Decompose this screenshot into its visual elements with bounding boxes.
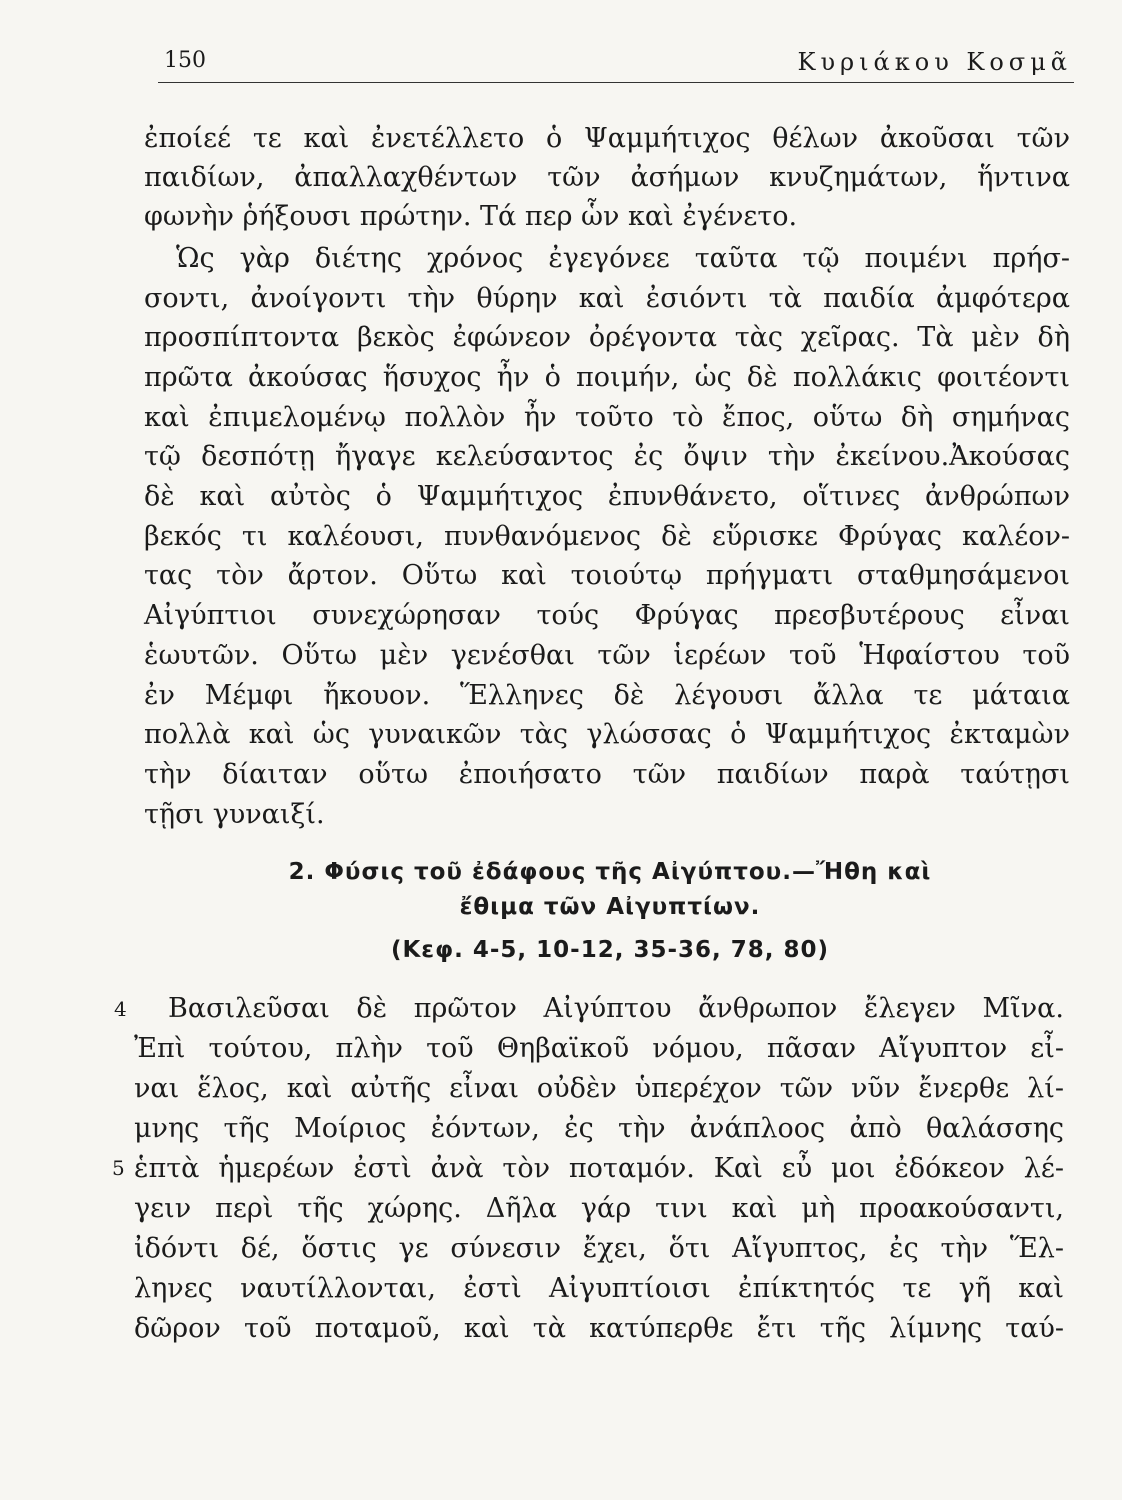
text-line: καὶ ἐπιμελομένῳ πολλὸν ἦν τοῦτο τὸ ἔπος, οὕτω δὴ σημήνας (144, 402, 1070, 433)
text-line: πολλὰ καὶ ὡς γυναικῶν τὰς γλώσσας ὁ Ψαμμήτιχος ἐκταμὼν (144, 719, 1070, 750)
text-line: τὴν δίαιταν οὕτω ἐποιήσατο τῶν παιδίων παρὰ ταύτῃσι (144, 759, 1070, 790)
text-line: ληνες ναυτίλλονται, ἐστὶ Αἰγυπτίοισι ἐπίκτητός τε γῆ καὶ (134, 1273, 1064, 1304)
margin-number: 5 (112, 1156, 125, 1180)
text-line: τῷ δεσπότῃ ἤγαγε κελεύσαντος ἐς ὄψιν τὴν ἐκείνου.Ἀκούσας (144, 441, 1070, 472)
text-line: Βασιλεῦσαι δὲ πρῶτον Αἰγύπτου ἄνθρωπον ἔλεγεν Μῖνα. (168, 993, 1064, 1024)
text-line: ἐν Μέμφι ἤκουον. Ἕλληνες δὲ λέγουσι ἄλλα τε μάταια (144, 680, 1070, 711)
page-number: 150 (164, 48, 206, 73)
running-head: Κυριάκου Κοσμᾶ (797, 48, 1072, 76)
text-line: Αἰγύπτιοι συνεχώρησαν τούς Φρύγας πρεσβυτέρους εἶναι (144, 600, 1070, 631)
margin-number: 4 (114, 997, 127, 1021)
text-line: τας τὸν ἄρτον. Οὕτω καὶ τοιούτῳ πρήγματι σταθμησάμενοι (144, 560, 1070, 591)
text-line: γειν περὶ τῆς χώρης. Δῆλα γάρ τινι καὶ μὴ προακούσαντι, (134, 1193, 1064, 1224)
text-line: ἐποίεέ τε καὶ ἐνετέλλετο ὁ Ψαμμήτιχος θέλων ἀκοῦσαι τῶν (144, 123, 1070, 154)
text-line: ἰδόντι δέ, ὅστις γε σύνεσιν ἔχει, ὅτι Αἴγυπτος, ἐς τὴν Ἕλ- (134, 1233, 1064, 1264)
text-line: παιδίων, ἀπαλλαχθέντων τῶν ἀσήμων κνυζημάτων, ἥντινα (144, 162, 1070, 193)
text-line: μνης τῆς Μοίριος ἐόντων, ἐς τὴν ἀνάπλοος ἀπὸ θαλάσσης (134, 1113, 1064, 1144)
text-line: φωνὴν ῥήξουσι πρώτην. Τά περ ὧν καὶ ἐγένετο. (144, 201, 798, 232)
text-line: πρῶτα ἀκούσας ἥσυχος ἦν ὁ ποιμήν, ὡς δὲ πολλάκις φοιτέοντι (144, 362, 1070, 393)
text-line: τῇσι γυναιξί. (144, 799, 325, 830)
chapter-reference: (Κεφ. 4-5, 10-12, 35-36, 78, 80) (390, 937, 830, 963)
text-line: δῶρον τοῦ ποταμοῦ, καὶ τὰ κατύπερθε ἔτι τῆς λίμνης ταύ- (134, 1313, 1064, 1344)
page-header (158, 44, 1074, 84)
text-line: σοντι, ἀνοίγοντι τὴν θύρην καὶ ἐσιόντι τὰ παιδία ἀμφότερα (144, 283, 1070, 314)
text-line: ναι ἕλος, καὶ αὐτῆς εἶναι οὐδὲν ὑπερέχον τῶν νῦν ἔνερθε λί- (134, 1073, 1064, 1104)
text-line: δὲ καὶ αὐτὸς ὁ Ψαμμήτιχος ἐπυνθάνετο, οἵτινες ἀνθρώπων (144, 481, 1070, 512)
header-rule (158, 82, 1074, 83)
text-line: ἑπτὰ ἡμερέων ἐστὶ ἀνὰ τὸν ποταμόν. Καὶ εὖ μοι ἐδόκεον λέ- (134, 1153, 1064, 1184)
text-line: Ἐπὶ τούτου, πλὴν τοῦ Θηβαϊκοῦ νόμου, πᾶσαν Αἴγυπτον εἶ- (134, 1033, 1064, 1064)
section-heading: ἔθιμα τῶν Αἰγυπτίων. (459, 894, 761, 920)
text-line: ἑωυτῶν. Οὕτω μὲν γενέσθαι τῶν ἱερέων τοῦ Ἡφαίστου τοῦ (144, 640, 1070, 671)
text-line: Ὡς γὰρ διέτης χρόνος ἐγεγόνεε ταῦτα τῷ ποιμένι πρήσ- (176, 243, 1070, 274)
text-line: προσπίπτοντα βεκὸς ἐφώνεον ὀρέγοντα τὰς χεῖρας. Τὰ μὲν δὴ (144, 322, 1070, 353)
text-line: βεκός τι καλέουσι, πυνθανόμενος δὲ εὕρισκε Φρύγας καλέον- (144, 521, 1070, 552)
section-heading: 2. Φύσις τοῦ ἐδάφους τῆς Αἰγύπτου.—Ἤθη καὶ (288, 859, 932, 885)
